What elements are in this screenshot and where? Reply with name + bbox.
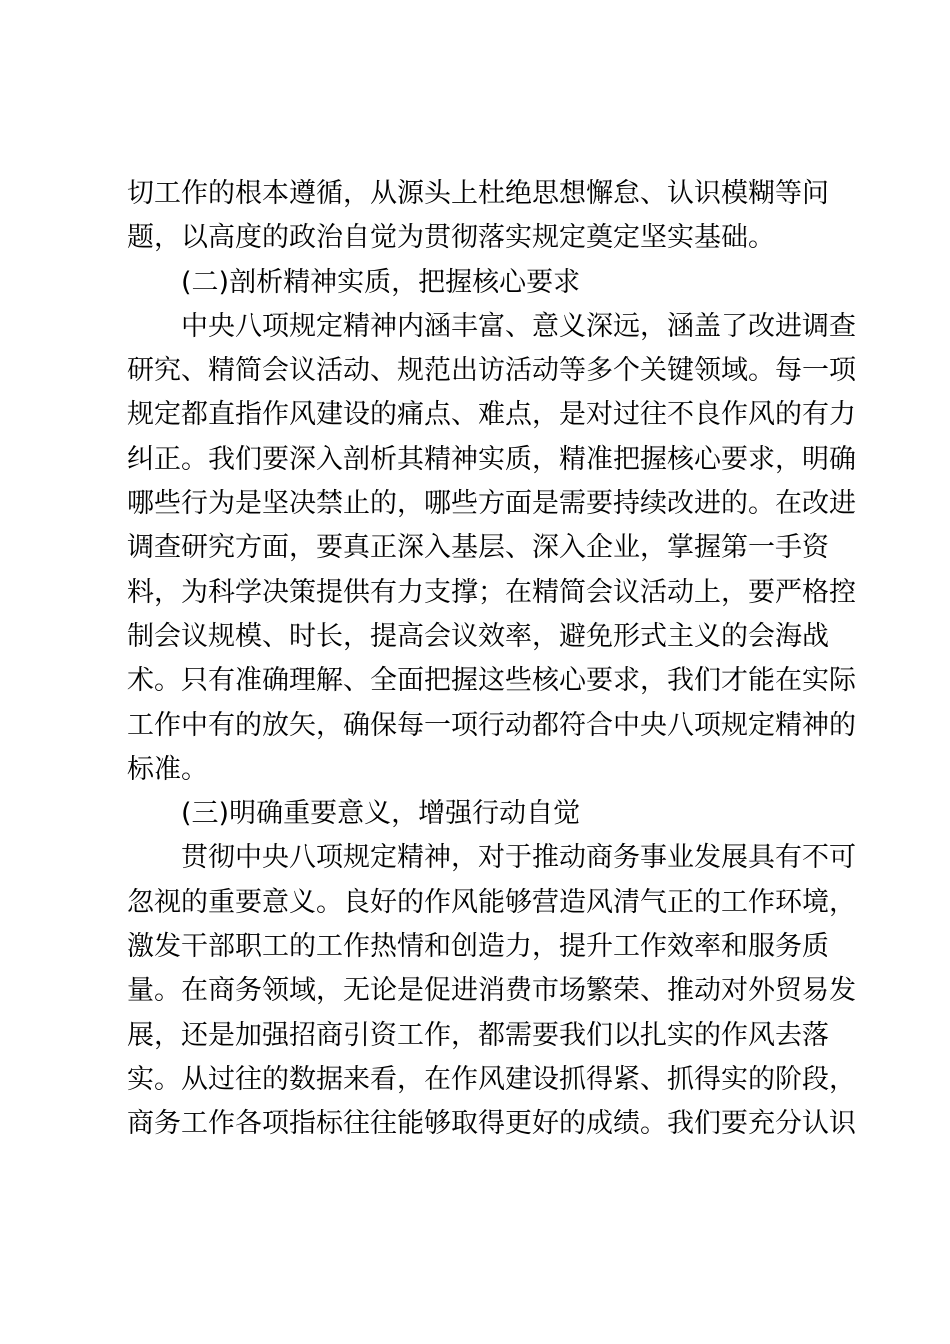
text-line: 纠正。我们要深入剖析其精神实质，精准把握核心要求，明确 <box>127 443 856 475</box>
text-line: 料，为科学决策提供有力支撑；在精简会议活动上，要严格控 <box>127 576 856 608</box>
text-line: 题，以高度的政治自觉为贯彻落实规定奠定坚实基础。 <box>127 222 775 254</box>
text-line: 研究、精简会议活动、规范出访活动等多个关键领域。每一项 <box>127 355 856 387</box>
text-line: 贯彻中央八项规定精神，对于推动商务事业发展具有不可 <box>181 842 856 874</box>
text-line: 术。只有准确理解、全面把握这些核心要求，我们才能在实际 <box>127 665 856 697</box>
text-line: 实。从过往的数据来看，在作风建设抓得紧、抓得实的阶段， <box>127 1063 856 1095</box>
text-line: 标准。 <box>127 753 208 785</box>
text-line: 展，还是加强招商引资工作，都需要我们以扎实的作风去落 <box>127 1019 829 1051</box>
text-line: 切工作的根本遵循，从源头上杜绝思想懈怠、认识模糊等问 <box>127 178 829 209</box>
text-line: 激发干部职工的工作热情和创造力，提升工作效率和服务质 <box>127 931 829 963</box>
section-heading: (二)剖析精神实质，把握核心要求 <box>181 266 581 298</box>
text-line: 工作中有的放矢，确保每一项行动都符合中央八项规定精神的 <box>127 709 856 741</box>
text-line: 制会议规模、时长，提高会议效率，避免形式主义的会海战 <box>127 620 829 652</box>
text-line: 哪些行为是坚决禁止的，哪些方面是需要持续改进的。在改进 <box>127 488 856 520</box>
text-line: 中央八项规定精神内涵丰富、意义深远，涵盖了改进调查 <box>181 310 856 342</box>
document-body <box>127 172 856 1147</box>
text-line: 规定都直指作风建设的痛点、难点，是对过往不良作风的有力 <box>127 399 856 431</box>
section-heading: (三)明确重要意义，增强行动自觉 <box>181 798 581 830</box>
text-line: 调查研究方面，要真正深入基层、深入企业，掌握第一手资 <box>127 532 829 564</box>
text-line: 忽视的重要意义。良好的作风能够营造风清气正的工作环境， <box>127 886 856 918</box>
text-line: 量。在商务领域，无论是促进消费市场繁荣、推动对外贸易发 <box>127 975 856 1007</box>
text-line: 商务工作各项指标往往能够取得更好的成绩。我们要充分认识 <box>127 1108 856 1140</box>
